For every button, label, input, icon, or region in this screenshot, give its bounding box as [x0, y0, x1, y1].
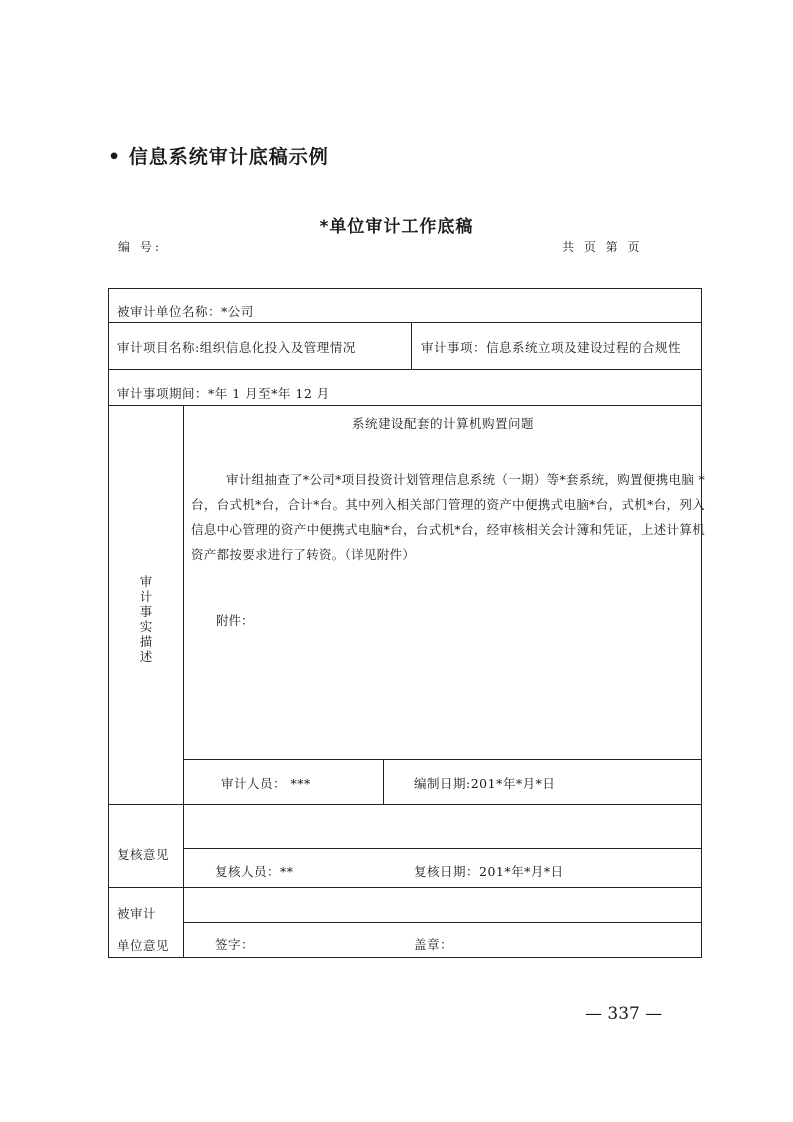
- section-heading: • 信息系统审计底稿示例: [108, 146, 329, 168]
- page-number: — 337 —: [585, 1004, 663, 1024]
- signature-label: 签字：: [215, 937, 255, 952]
- attachment-label: 附件：: [216, 613, 254, 628]
- review-date: 复核日期：201*年*月*日: [414, 864, 564, 879]
- audit-period: 审计事项期间：*年 1 月至*年 12 月: [117, 386, 330, 401]
- preparation-date: 编制日期:201*年*月*日: [414, 776, 556, 791]
- review-opinion-label: 复核意见: [117, 847, 170, 862]
- page-count-label: 共 页 第 页: [562, 240, 643, 254]
- seal-label: 盖章：: [414, 937, 454, 952]
- reviewer: 复核人员：**: [215, 864, 294, 879]
- auditee-opinion-label-2: 单位意见: [117, 938, 170, 953]
- working-paper-form: [108, 288, 705, 958]
- document-number-label: 编 号:: [118, 240, 162, 254]
- audit-item: 审计事项：信息系统立项及建设过程的合规性: [421, 340, 682, 355]
- facts-label: 审计事实描述: [139, 574, 153, 664]
- document-title: *单位审计工作底稿: [319, 217, 474, 237]
- auditee-opinion-label-1: 被审计: [117, 906, 157, 921]
- facts-title: 系统建设配套的计算机购置问题: [351, 416, 534, 431]
- auditor: 审计人员： ***: [221, 776, 311, 791]
- facts-body: 审计组抽查了*公司*项目投资计划管理信息系统（一期）等*套系统，购置便携电脑 *台，台式机*台，合计*台。其中列入相关部门管理的资产中便携式电脑*台，式机*台，列入信息中心管理的资产中便携式电脑*台，台式机*台，经审核相关会计簿和凭证，上述计算机资产都按要求进行了转资。（详见附件）: [191, 472, 705, 562]
- project-name: 审计项目名称:组织信息化投入及管理情况: [117, 340, 356, 355]
- auditee-name: 被审计单位名称：*公司: [117, 304, 254, 319]
